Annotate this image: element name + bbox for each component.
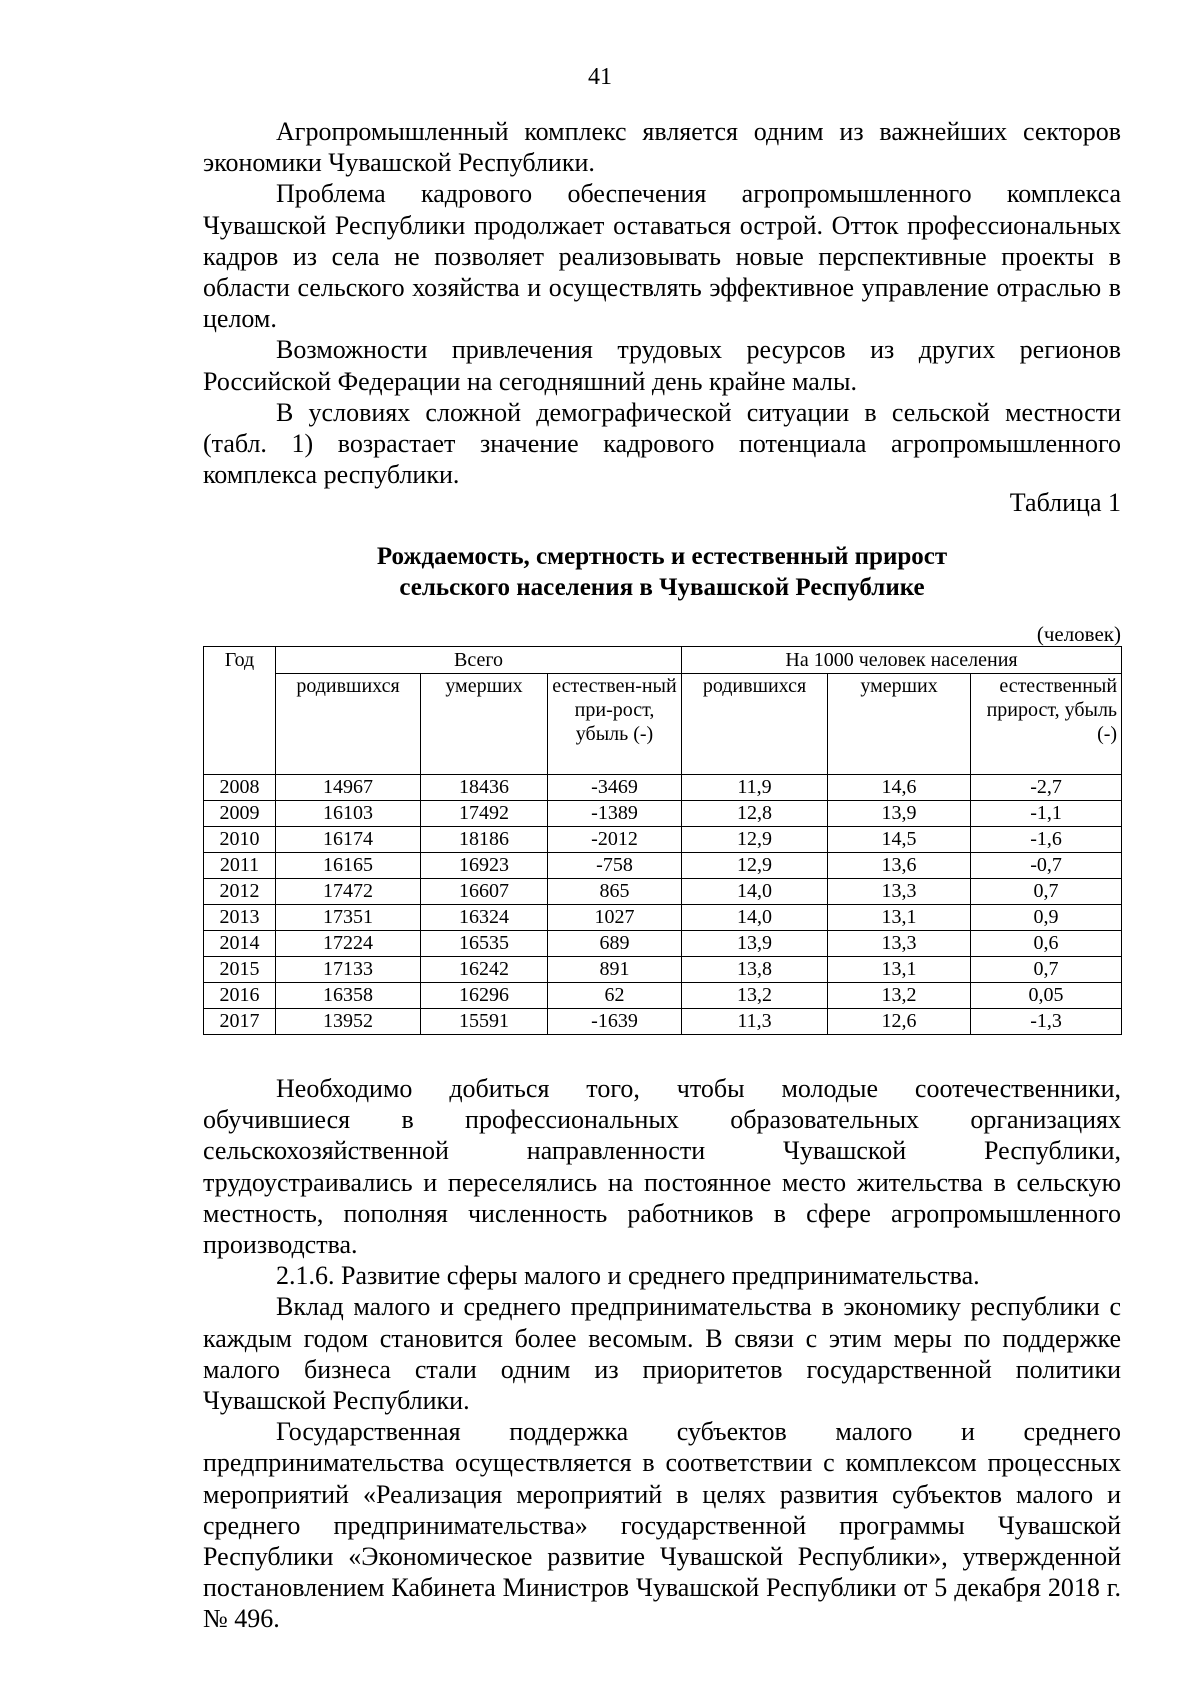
cell-natural-increase-per-1000: 0,7 [971, 879, 1122, 905]
table-subheader-row [204, 674, 1122, 775]
cell-births-per-1000: 14,0 [682, 879, 828, 905]
cell-deaths: 15591 [421, 1009, 548, 1035]
cell-deaths: 16324 [421, 905, 548, 931]
cell-births-per-1000: 12,8 [682, 801, 828, 827]
paragraph: Вклад малого и среднего предпринимательства в экономику республики с каждым годом становится более весомым. В связи с этим меры по поддержке малого бизнеса стали одним из приоритетов государственной политики Чувашской Республики. [203, 1292, 1121, 1416]
cell-deaths-per-1000: 13,3 [828, 931, 971, 957]
cell-births: 16358 [276, 983, 421, 1009]
cell-year: 2011 [204, 853, 276, 879]
header-deaths-per-1000: умерших [828, 674, 971, 775]
table-row [204, 1009, 1122, 1035]
cell-year: 2009 [204, 801, 276, 827]
header-natural-increase: естествен-ный при-рост, убыль (-) [548, 674, 682, 775]
cell-births-per-1000: 12,9 [682, 853, 828, 879]
cell-births-per-1000: 13,9 [682, 931, 828, 957]
paragraph: В условиях сложной демографической ситуации в сельской местности (табл. 1) возрастает значение кадрового потенциала агропромышленного комплекса республики. [203, 397, 1121, 490]
table-title-line: Рождаемость, смертность и естественный прирост [376, 543, 948, 570]
cell-natural-increase-per-1000: 0,6 [971, 931, 1122, 957]
cell-year: 2013 [204, 905, 276, 931]
cell-year: 2012 [204, 879, 276, 905]
cell-natural-increase-per-1000: -2,7 [971, 775, 1122, 801]
paragraph: Агропромышленный комплекс является одним из важнейших секторов экономики Чувашской Республики. [203, 117, 1121, 178]
table-label: Таблица 1 [1009, 488, 1121, 517]
table-row [204, 983, 1122, 1009]
cell-natural-increase: -1389 [548, 801, 682, 827]
table-row [204, 827, 1122, 853]
table-row [204, 775, 1122, 801]
cell-births: 16174 [276, 827, 421, 853]
cell-natural-increase: -2012 [548, 827, 682, 853]
cell-year: 2016 [204, 983, 276, 1009]
demographics-table [203, 646, 1122, 1035]
cell-natural-increase-per-1000: -1,6 [971, 827, 1122, 853]
cell-births-per-1000: 13,2 [682, 983, 828, 1009]
header-group-total: Всего [276, 647, 682, 674]
cell-natural-increase: -3469 [548, 775, 682, 801]
table-row [204, 879, 1122, 905]
cell-deaths: 16923 [421, 853, 548, 879]
cell-deaths-per-1000: 13,2 [828, 983, 971, 1009]
cell-deaths: 17492 [421, 801, 548, 827]
table-row [204, 957, 1122, 983]
cell-natural-increase-per-1000: 0,05 [971, 983, 1122, 1009]
page-number: 41 [588, 64, 612, 90]
cell-deaths: 16535 [421, 931, 548, 957]
table-title [203, 541, 1121, 603]
cell-year: 2010 [204, 827, 276, 853]
cell-natural-increase: 62 [548, 983, 682, 1009]
cell-deaths: 18186 [421, 827, 548, 853]
header-deaths: умерших [421, 674, 548, 775]
cell-natural-increase-per-1000: 0,7 [971, 957, 1122, 983]
cell-natural-increase-per-1000: -1,3 [971, 1009, 1122, 1035]
cell-deaths-per-1000: 13,6 [828, 853, 971, 879]
header-group-per-1000: На 1000 человек населения [682, 647, 1122, 674]
cell-year: 2017 [204, 1009, 276, 1035]
paragraph: Необходимо добиться того, чтобы молодые соотечественники, обучившиеся в профессиональных образовательных организациях сельскохозяйственной направленности Чувашской Республики, трудоустраивались и переселялись на постоянное место жительства в сельскую местность, пополняя численность работников в сфере агропромышленного производства. [203, 1074, 1121, 1260]
cell-deaths-per-1000: 13,3 [828, 879, 971, 905]
cell-deaths: 16242 [421, 957, 548, 983]
cell-year: 2014 [204, 931, 276, 957]
cell-natural-increase: -758 [548, 853, 682, 879]
cell-natural-increase: -1639 [548, 1009, 682, 1035]
units-note: (человек) [1036, 622, 1121, 646]
cell-deaths-per-1000: 12,6 [828, 1009, 971, 1035]
cell-deaths: 16296 [421, 983, 548, 1009]
cell-deaths-per-1000: 14,5 [828, 827, 971, 853]
table-title-line: сельского населения в Чувашской Республике [399, 574, 925, 601]
header-natural-increase-per-1000: естественный прирост, убыль (-) [971, 674, 1122, 775]
table-row [204, 853, 1122, 879]
paragraph: Проблема кадрового обеспечения агропромышленного комплекса Чувашской Республики продолжает оставаться острой. Отток профессиональных кадров из села не позволяет реализовывать новые перспективные проекты в области сельского хозяйства и осуществлять эффективное управление отраслью в целом. [203, 179, 1121, 334]
header-births: родившихся [276, 674, 421, 775]
section-heading: 2.1.6. Развитие сферы малого и среднего предпринимательства. [276, 1261, 980, 1291]
cell-deaths-per-1000: 13,1 [828, 905, 971, 931]
cell-births-per-1000: 11,9 [682, 775, 828, 801]
cell-births: 17472 [276, 879, 421, 905]
cell-births: 16103 [276, 801, 421, 827]
cell-births: 13952 [276, 1009, 421, 1035]
cell-natural-increase-per-1000: -1,1 [971, 801, 1122, 827]
cell-deaths-per-1000: 13,9 [828, 801, 971, 827]
cell-natural-increase: 1027 [548, 905, 682, 931]
outro-section [203, 1073, 1121, 1635]
cell-deaths-per-1000: 14,6 [828, 775, 971, 801]
table-row [204, 801, 1122, 827]
cell-births: 14967 [276, 775, 421, 801]
cell-natural-increase: 865 [548, 879, 682, 905]
cell-deaths: 16607 [421, 879, 548, 905]
cell-births: 17224 [276, 931, 421, 957]
cell-births-per-1000: 14,0 [682, 905, 828, 931]
cell-births: 17133 [276, 957, 421, 983]
table-row [204, 931, 1122, 957]
cell-natural-increase-per-1000: -0,7 [971, 853, 1122, 879]
table-header-row [204, 647, 1122, 674]
paragraph: Государственная поддержка субъектов малого и среднего предпринимательства осуществляется в соответствии с комплексом процессных мероприятий «Реализация мероприятий в целях развития субъектов малого и среднего предпринимательства» государственной программы Чувашской Республики «Экономическое развитие Чувашской Республики», утвержденной постановлением Кабинета Министров Чувашской Республики от 5 декабря 2018 г. № 496. [203, 1417, 1121, 1634]
paragraph: Возможности привлечения трудовых ресурсов из других регионов Российской Федерации на сегодняшний день крайне малы. [203, 335, 1121, 396]
cell-deaths-per-1000: 13,1 [828, 957, 971, 983]
cell-natural-increase: 689 [548, 931, 682, 957]
cell-births-per-1000: 11,3 [682, 1009, 828, 1035]
cell-natural-increase: 891 [548, 957, 682, 983]
table-row [204, 905, 1122, 931]
cell-births-per-1000: 13,8 [682, 957, 828, 983]
cell-deaths: 18436 [421, 775, 548, 801]
header-year: Год [204, 647, 276, 775]
cell-births: 16165 [276, 853, 421, 879]
cell-year: 2008 [204, 775, 276, 801]
intro-section [203, 116, 1121, 490]
cell-natural-increase-per-1000: 0,9 [971, 905, 1122, 931]
header-births-per-1000: родившихся [682, 674, 828, 775]
cell-births-per-1000: 12,9 [682, 827, 828, 853]
cell-births: 17351 [276, 905, 421, 931]
cell-year: 2015 [204, 957, 276, 983]
